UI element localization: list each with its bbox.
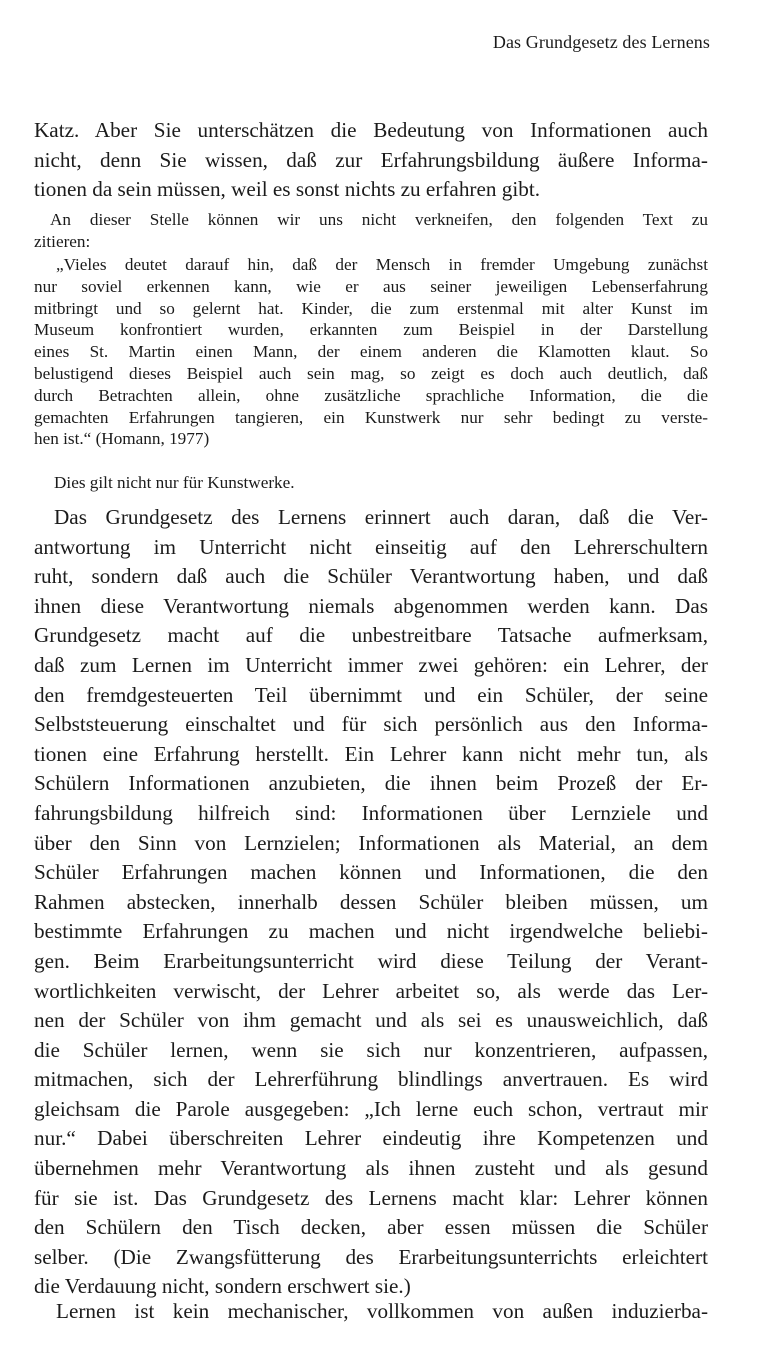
paragraph-quote-intro [34, 209, 708, 253]
block-quote [34, 254, 708, 450]
text-line: nen der Schüler von ihm gemacht und als sei es unausweichlich, daß [34, 1008, 708, 1033]
text-line: bestimmte Erfahrungen zu machen und nicht irgendwelche beliebi- [34, 919, 708, 944]
text-line: mitmachen, sich der Lehrerführung blindlings anvertrauen. Es wird [34, 1067, 708, 1092]
quote-line: Museum konfrontiert wurden, erkannten zum Beispiel in der Darstellung [34, 320, 708, 340]
quote-line: mitbringt und so gelernt hat. Kinder, die zum erstenmal mit alter Kunst im [34, 298, 708, 318]
text-line: über den Sinn von Lernzielen; Informationen als Material, an dem [34, 830, 708, 855]
text-line: Grundgesetz macht auf die unbestreitbare Tatsache aufmerksam, [34, 623, 708, 648]
text-line: nur.“ Dabei überschreiten Lehrer eindeutig ihre Kompetenzen und [34, 1126, 708, 1151]
text-line: den fremdgesteuerten Teil übernimmt und ein Schüler, der seine [34, 682, 708, 707]
text-line: selber. (Die Zwangsfütterung des Erarbeitungsunterrichts erleichtert [34, 1244, 708, 1269]
quote-line: hen ist.“ (Homann, 1977) [34, 429, 210, 449]
text-line: Dies gilt nicht nur für Kunstwerke. [54, 473, 295, 492]
text-line: An dieser Stelle können wir uns nicht verkneifen, den folgenden Text zu [50, 210, 708, 229]
quote-line: belustigend dieses Beispiel auch sein mag, so zeigt es doch auch deutlich, daß [34, 363, 708, 383]
text-line: zitieren: [34, 231, 91, 251]
quote-line: eines St. Martin einen Mann, der einem anderen die Klamotten klaut. So [34, 342, 708, 362]
text-line: ruht, sondern daß auch die Schüler Verantwortung haben, und daß [34, 564, 708, 589]
text-line: Lernen ist kein mechanischer, vollkommen von außen induzierba- [56, 1299, 708, 1323]
paragraph-main [34, 503, 708, 1302]
paragraph-intro [34, 116, 708, 205]
text-line: wortlichkeiten verwischt, der Lehrer arbeitet so, als werde das Ler- [34, 978, 708, 1003]
running-head: Das Grundgesetz des Lernens [492, 32, 710, 52]
quote-line: nur soviel erkennen kann, wie er aus seiner jeweiligen Lebenserfahrung [34, 276, 708, 296]
text-line: daß zum Lernen im Unterricht immer zwei gehören: ein Lehrer, der [34, 652, 708, 677]
text-line: Katz. Aber Sie unterschätzen die Bedeutung von Informationen auch [34, 118, 708, 142]
text-line: die Verdauung nicht, sondern erschwert sie.) [34, 1274, 411, 1299]
text-line: übernehmen mehr Verantwortung als ihnen zusteht und als gesund [34, 1156, 708, 1181]
text-line: Schüler Erfahrungen machen können und Informationen, die den [34, 860, 708, 885]
text-line: die Schüler lernen, wenn sie sich nur konzentrieren, aufpassen, [34, 1037, 708, 1062]
text-line: für sie ist. Das Grundgesetz des Lernens macht klar: Lehrer können [34, 1185, 708, 1210]
text-line: Schülern Informationen anzubieten, die ihnen beim Prozeß der Er- [34, 771, 708, 796]
text-line: Selbststeuerung einschaltet und für sich persönlich aus den Informa- [34, 712, 708, 737]
text-line: den Schülern den Tisch decken, aber essen müssen die Schüler [34, 1215, 708, 1240]
paragraph-last [34, 1297, 708, 1327]
text-line: nicht, denn Sie wissen, daß zur Erfahrungsbildung äußere Informa- [34, 147, 708, 172]
text-line: Das Grundgesetz des Lernens erinnert auch daran, daß die Ver- [54, 505, 708, 529]
text-line: fahrungsbildung hilfreich sind: Informationen über Lernziele und [34, 800, 708, 825]
text-line: ihnen diese Verantwortung niemals abgenommen werden kann. Das [34, 593, 708, 618]
text-line: tionen da sein müssen, weil es sonst nichts zu erfahren gibt. [34, 177, 541, 202]
quote-line: „Vieles deutet darauf hin, daß der Mensch in fremder Umgebung zunächst [56, 255, 708, 274]
quote-line: durch Betrachten allein, ohne zusätzliche sprachliche Information, die die [34, 385, 708, 405]
text-line: gleichsam die Parole ausgegeben: „Ich lerne euch schon, vertraut mir [34, 1096, 708, 1121]
text-line: tionen eine Erfahrung herstellt. Ein Lehrer kann nicht mehr tun, als [34, 741, 708, 766]
text-line: antwortung im Unterricht nicht einseitig auf den Lehrerschultern [34, 534, 708, 559]
text-line: Rahmen abstecken, innerhalb dessen Schüler bleiben müssen, um [34, 889, 708, 914]
quote-line: gemachten Erfahrungen tangieren, ein Kunstwerk nur sehr bedingt zu verste- [34, 407, 708, 427]
text-line: gen. Beim Erarbeitungsunterricht wird diese Teilung der Verant- [34, 948, 708, 973]
paragraph-note [34, 472, 708, 494]
